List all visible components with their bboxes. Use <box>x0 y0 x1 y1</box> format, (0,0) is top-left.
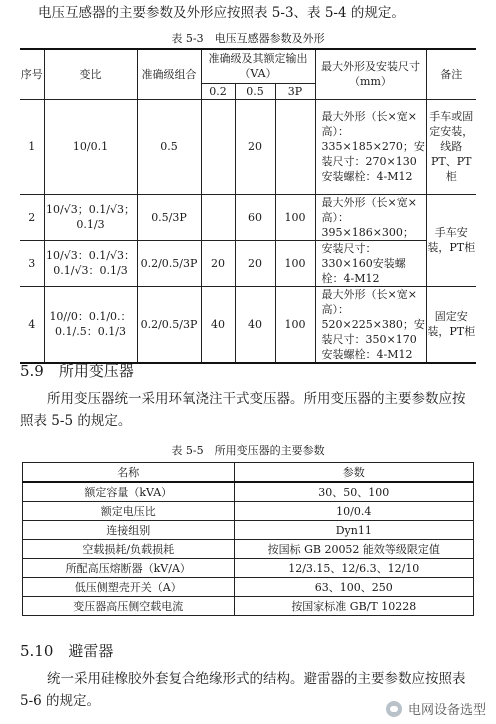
row2-0.5: 60 <box>235 194 275 240</box>
row4-ratio: 10//0：0.1/0.：0.1/.5：0.1/3 <box>44 286 137 363</box>
row-name: 额定电压比 <box>23 502 235 521</box>
header-ratio: 变比 <box>44 49 137 99</box>
table-row <box>23 502 474 521</box>
row-name: 空载损耗/负载损耗 <box>23 540 235 559</box>
row1-3p <box>275 99 315 194</box>
wechat-icon <box>386 701 402 717</box>
header-3p: 3P <box>275 83 315 99</box>
table-row <box>23 578 474 597</box>
row3-dimensions: 安装尺寸：330×160安装螺栓：4-M12 <box>315 240 426 286</box>
row1-seq: 1 <box>20 99 44 194</box>
row-name: 低压侧塑壳开关（A） <box>23 578 235 597</box>
row2-ratio: 10/√3；0.1/√3；0.1/3 <box>44 194 137 240</box>
row3-3p: 100 <box>275 240 315 286</box>
table-row <box>20 286 476 363</box>
header-0.2: 0.2 <box>201 83 235 99</box>
row-param: 按国家标准 GB/T 10228 <box>234 597 473 616</box>
row1-0.5: 20 <box>235 99 275 194</box>
table-row <box>23 482 474 502</box>
table-5-3 <box>20 48 476 364</box>
row2-accuracy: 0.5/3P <box>137 194 201 240</box>
row-param: 30、50、100 <box>234 482 473 502</box>
table-row <box>20 99 476 194</box>
row4-0.5: 40 <box>235 286 275 363</box>
row1-dimensions: 最大外形（长×宽×高）：335×185×270；安装尺寸：270×130安装螺栓：4-M12 <box>315 99 426 194</box>
header-param: 参数 <box>234 463 473 483</box>
row2-3p: 100 <box>275 194 315 240</box>
header-rated-output: 准确级及其额定输出（VA） <box>201 49 315 83</box>
header-remark: 备注 <box>426 49 476 99</box>
table-row <box>20 194 476 240</box>
row-name: 变压器高压侧空载电流 <box>23 597 235 616</box>
table-row <box>23 559 474 578</box>
row4-dimensions: 最大外形（长×宽×高）：520×225×380；安装尺寸：350×170安装螺栓：4-M12 <box>315 286 426 363</box>
row4-0.2: 40 <box>201 286 235 363</box>
row-name: 所配高压熔断器（kV/A） <box>23 559 235 578</box>
header-dimensions: 最大外形及安装尺寸（mm） <box>315 49 426 99</box>
table-row <box>23 597 474 616</box>
row1-ratio: 10/0.1 <box>44 99 137 194</box>
row4-3p: 100 <box>275 286 315 363</box>
table-row <box>20 240 476 286</box>
row-param: 12/3.15、12/6.3、12/10 <box>234 559 473 578</box>
header-seq: 序号 <box>20 49 44 99</box>
table-row <box>23 521 474 540</box>
row2-dimensions: 最大外形（长×宽×高）：395×186×300； <box>315 194 426 240</box>
row2-seq: 2 <box>20 194 44 240</box>
header-name: 名称 <box>23 463 235 483</box>
section-5-9-text: 所用变压器统一采用环氧浇注干式变压器。所用变压器的主要参数应按照表 5-5 的规定。 <box>20 391 466 429</box>
row3-ratio: 10/√3：0.1/√3：0.1/√3：0.1/3 <box>44 240 137 286</box>
table-5-3-caption: 表 5-3 电压互感器参数及外形 <box>171 32 325 45</box>
row1-accuracy: 0.5 <box>137 99 201 194</box>
table-5-5-caption: 表 5-5 所用变压器的主要参数 <box>171 444 325 457</box>
row3-0.5: 20 <box>235 240 275 286</box>
section-5-10-heading: 5.10 避雷器 <box>20 642 114 660</box>
row4-accuracy: 0.2/0.5/3P <box>137 286 201 363</box>
row-name: 连接组别 <box>23 521 235 540</box>
row-param: 10/0.4 <box>234 502 473 521</box>
row3-0.2: 20 <box>201 240 235 286</box>
section-5-10-text: 统一采用硅橡胶外套复合绝缘形式的结构。避雷器的主要参数应按照表 5-6 的规定。 <box>20 671 466 709</box>
table-row <box>23 540 474 559</box>
table-5-5 <box>22 462 474 616</box>
row1-0.2 <box>201 99 235 194</box>
row2-remark: 手车安装，PT柜 <box>426 194 476 286</box>
header-0.5: 0.5 <box>235 83 275 99</box>
row3-seq: 3 <box>20 240 44 286</box>
row-name: 额定容量（kVA） <box>23 482 235 502</box>
row3-accuracy: 0.2/0.5/3P <box>137 240 201 286</box>
watermark <box>386 699 486 718</box>
row-param: 按国标 GB 20052 能效等级限定值 <box>234 540 473 559</box>
section-5-9-heading: 5.9 所用变压器 <box>20 362 134 380</box>
row1-remark: 手车或固定安装，线路 PT、PT 柜 <box>426 99 476 194</box>
row-param: 63、100、250 <box>234 578 473 597</box>
watermark-text: 电网设备选型 <box>407 703 486 718</box>
row-param: Dyn11 <box>234 521 473 540</box>
intro-text: 电压互感器的主要参数及外形应按照表 5-3、表 5-4 的规定。 <box>38 5 405 21</box>
row4-remark: 固定安装，PT柜 <box>426 286 476 363</box>
row2-0.2 <box>201 194 235 240</box>
row4-seq: 4 <box>20 286 44 363</box>
header-accuracy: 准确级组合 <box>137 49 201 99</box>
